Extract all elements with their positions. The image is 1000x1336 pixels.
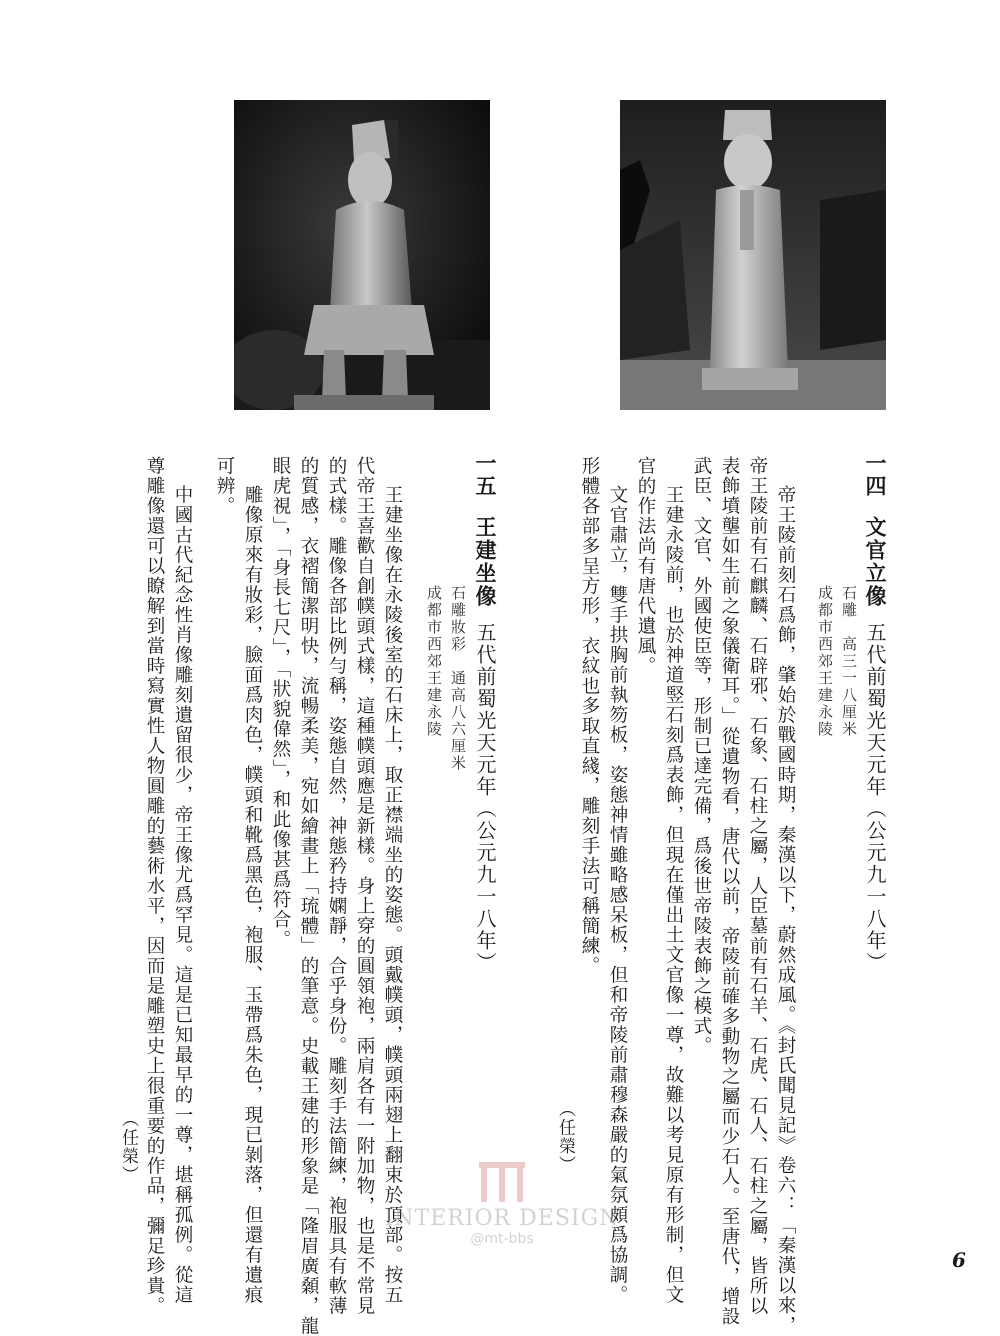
entry14-number: 一四 xyxy=(863,452,887,498)
entry15-location: 成都市西郊王建永陵 xyxy=(425,585,443,738)
entry14-para1-line1: 帝王陵前刻石爲飾，肇始於戰國時期，秦漢以下，蔚然成風。《封氏聞見記》卷六：「秦漢以來， xyxy=(775,485,796,1336)
watermark-logo-icon xyxy=(477,1160,527,1204)
entry14-para1-line4: 武臣、文官、外國使臣等，形制已達完備，爲後世帝陵表飾之模式。 xyxy=(691,456,712,1056)
entry15-para1-line5: 眼虎視」，「身長七尺」，「狀貌偉然」，和此像甚爲符合。 xyxy=(270,456,291,950)
entry15-para1-line2: 代帝王喜歡自創幞頭式樣，這種幞頭應是新樣。身上穿的圓領袍，兩肩各有一附加物，也是不常見 xyxy=(354,456,375,1316)
entry15-title: 王建坐像 xyxy=(473,516,497,608)
entry15-para3-line1: 中國古代紀念性肖像雕刻遺留很少，帝王像尤爲罕見。這是已知最早的一尊，堪稱孤例。從這 xyxy=(172,485,193,1305)
standing-official-statue-photo xyxy=(620,100,886,410)
entry14-para1-line2: 帝王陵前有石麒麟、石辟邪、石象、石柱之屬，人臣墓前有石羊、石虎、石人、石柱之屬，皆所以 xyxy=(747,456,768,1316)
entry15-para2-line2: 可辨。 xyxy=(214,456,235,516)
entry15-number: 一五 xyxy=(473,452,497,498)
entry15-medium: 石雕妝彩 通高八六厘米 xyxy=(449,585,467,772)
entry14-author: （任榮） xyxy=(555,1100,575,1174)
entry15-heading xyxy=(471,452,499,974)
entry15-para1-line3: 的式樣。雕像各部比例勻稱，姿態自然，神態矜持嫻靜，合乎身份。雕刻手法簡練，袍服具有軟薄 xyxy=(326,456,347,1316)
watermark-subtext: @mt-bbs xyxy=(470,1231,534,1247)
watermark xyxy=(382,1160,622,1247)
entry14-title: 文官立像 xyxy=(863,516,887,608)
entry15-para1-line1: 王建坐像在永陵後室的石床上，取正襟端坐的姿態。頭戴幞頭，幞頭兩翅上翻束於頂部。按五 xyxy=(382,485,403,1305)
entry15-para3-line2: 尊雕像還可以瞭解到當時寫實性人物圓雕的藝術水平，因而是雕塑史上很重要的作品，彌足珍貴。 xyxy=(144,456,165,1316)
entry15-author: （任榮） xyxy=(118,1110,138,1184)
entry15-para2-line1: 雕像原來有妝彩，臉面爲肉色，幞頭和靴爲黑色，袍服、玉帶爲朱色，現已剝落，但還有遺痕 xyxy=(242,485,263,1305)
watermark-text: INTERIOR DESIGN xyxy=(384,1206,620,1231)
entry14-para2-line2: 官的作法尚有唐代遺風。 xyxy=(635,456,656,676)
entry14-date: 五代前蜀光天元年（公元九一八年） xyxy=(863,622,887,974)
entry14-para1-line3: 表飾墳壟如生前之象儀衛耳。」從遺物看，唐代以前，帝陵前確多動物之屬而少石人。至唐代，增設 xyxy=(719,456,740,1327)
page-number: 6 xyxy=(952,1248,966,1272)
entry14-para3-line2: 形體各部多呈方形，衣紋也多取直綫，雕刻手法可稱簡練。 xyxy=(579,456,600,976)
entry15-para1-line4: 的質感，衣褶簡潔明快，流暢柔美，宛如繪畫上「琉體」的筆意。史載王建的形象是「隆眉廣顙，龍 xyxy=(298,456,319,1336)
entry14-heading xyxy=(861,452,889,974)
entry14-location: 成都市西郊王建永陵 xyxy=(816,585,834,738)
entry14-para3-line1: 文官肅立，雙手拱胸前執笏板，姿態神情雖略感呆板，但和帝陵前肅穆森嚴的氣氛頗爲協調。 xyxy=(607,485,628,1305)
entry14-para2-line1: 王建永陵前，也於神道竪石刻爲表飾，但現在僅出土文官像一尊，故難以考見原有形制，但文 xyxy=(663,485,684,1305)
entry14-medium: 石雕 高三一八厘米 xyxy=(840,585,858,738)
seated-statue-photo xyxy=(234,100,490,410)
entry15-date: 五代前蜀光天元年（公元九一八年） xyxy=(473,622,497,974)
